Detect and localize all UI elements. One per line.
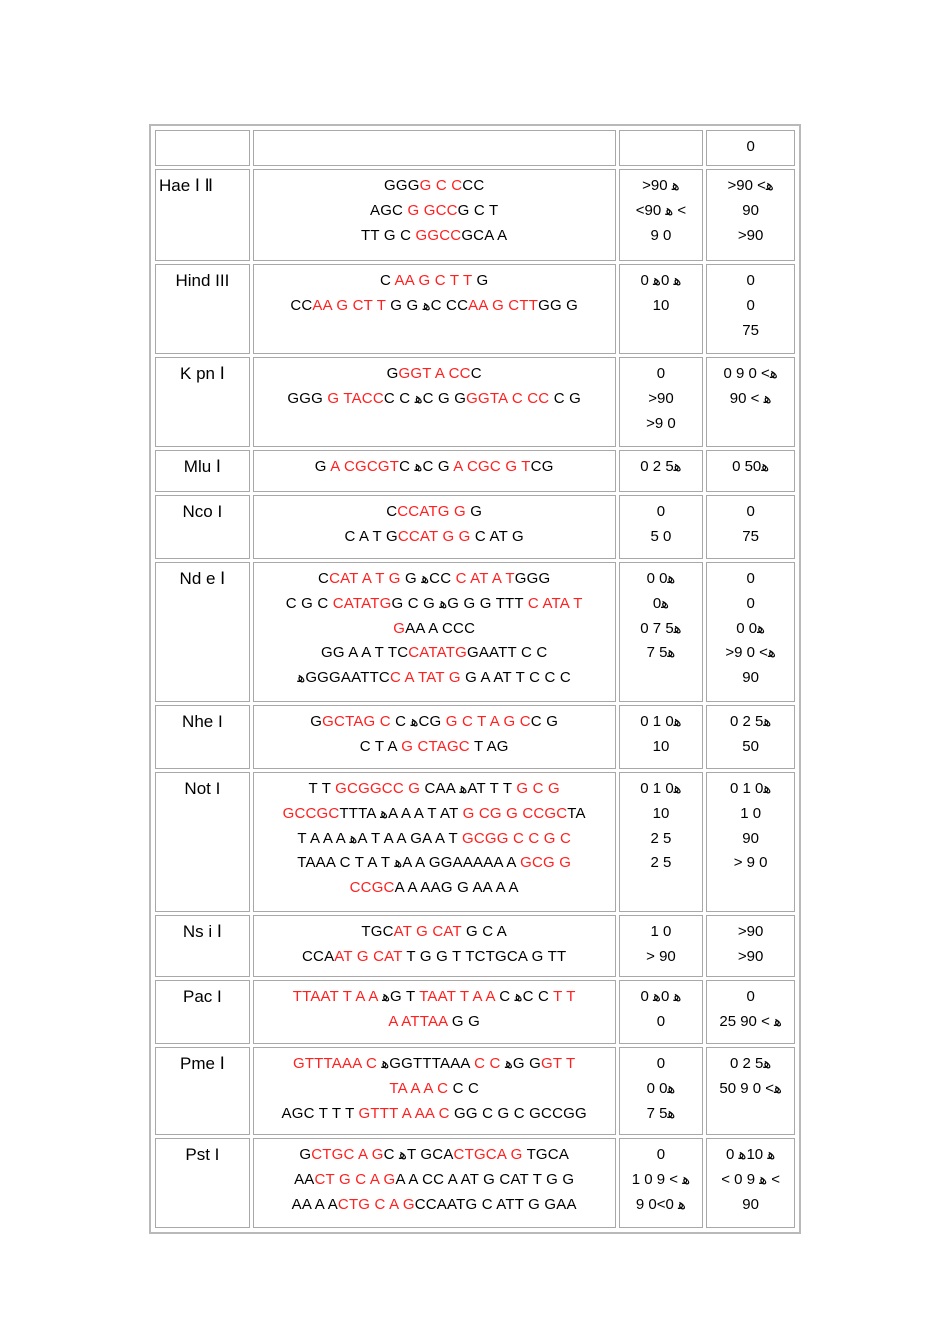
activity-value: 0ﻫ: [652, 594, 670, 612]
site-segment-red: C ATA T: [527, 594, 583, 612]
flank-segment: TGCA: [522, 1146, 570, 1163]
flank-segment: G ﻫCC: [400, 570, 456, 587]
sequence-line: [256, 735, 613, 760]
sequence-line: [256, 876, 613, 901]
enzyme-name-cell: Nd e Ⅰ: [155, 562, 250, 702]
table-row: [155, 1138, 795, 1228]
site-segment-red: GCG G: [520, 854, 572, 872]
activity-value: 0 2 5ﻫ: [640, 458, 682, 475]
sequence-line: [256, 525, 613, 550]
header-cell-enzyme: [155, 130, 250, 166]
activity-value: 90 < ﻫ: [729, 389, 772, 407]
activity-value: 0 1 0ﻫ: [640, 780, 682, 797]
activity-value: 0 ﻫ 10ﻫ: [726, 1146, 776, 1163]
site-segment-red: GGTA C CC: [466, 389, 550, 407]
sequence-line: [256, 387, 613, 412]
sequence-line: [256, 802, 613, 827]
activity-value-cell-1: [619, 915, 704, 977]
table-row: [155, 169, 795, 261]
sequence-line: [256, 1010, 613, 1035]
site-segment-red: TAAT T A A: [419, 988, 495, 1005]
flank-segment: GGG: [514, 570, 551, 587]
sequence-line: [256, 945, 613, 970]
flank-segment: T AG: [469, 737, 509, 755]
activity-value: 0: [746, 503, 755, 520]
site-segment-red: A ATTAA: [388, 1012, 448, 1030]
flank-segment: C ﻫT GCA: [383, 1146, 454, 1163]
flank-segment: C: [386, 503, 398, 520]
activity-value-cell-2: [706, 772, 795, 912]
table-row: [155, 772, 795, 912]
flank-segment: CG: [530, 458, 554, 475]
activity-value: >9 0 <ﻫ: [725, 644, 776, 662]
sequence-line: [256, 224, 613, 249]
site-segment-red: G CG G CCGC: [462, 804, 568, 822]
table-row: [155, 495, 795, 559]
recognition-sequence-cell: [253, 1047, 616, 1135]
activity-value: 0: [656, 503, 666, 520]
flank-segment: TA: [567, 804, 586, 822]
flank-segment: G C A: [461, 923, 508, 940]
flank-segment: T G G T TCTGCA G TT: [402, 947, 567, 965]
activity-value: 90: [742, 1195, 759, 1213]
site-segment-red: CTGC A G: [311, 1146, 384, 1163]
recognition-sequence-cell: [253, 264, 616, 354]
sequence-line: [256, 269, 613, 294]
flank-segment: ﻫGGTTTAAA: [376, 1055, 475, 1072]
flank-segment: T A A A ﻫA T A A GA A T: [297, 829, 462, 847]
flank-segment: G: [465, 503, 483, 520]
activity-value: 10: [652, 804, 670, 822]
site-segment-red: T T: [553, 988, 576, 1005]
sequence-line: [256, 1077, 613, 1102]
flank-segment: C: [318, 570, 330, 587]
site-segment-red: GCGGCC G: [335, 780, 421, 797]
activity-value: 0: [746, 570, 755, 587]
site-segment-red: GGT A CC: [398, 365, 471, 382]
activity-value: 0 0ﻫ: [646, 1079, 676, 1097]
site-segment-red: CAT A T G: [329, 570, 401, 587]
activity-value-cell-1: [619, 450, 704, 492]
activity-value: > 90: [646, 947, 676, 965]
activity-value: 0 50ﻫ: [732, 458, 770, 475]
activity-value-cell-2: [706, 1047, 795, 1135]
site-segment-red: CTGCA G: [453, 1146, 523, 1163]
enzyme-name-cell: Not I: [155, 772, 250, 912]
flank-segment: TAAA C T A T ﻫA A GGAAAAA A: [297, 854, 521, 872]
activity-value: >90: [737, 226, 764, 244]
table-row: [155, 562, 795, 702]
site-segment-red: AA G CT T: [312, 296, 386, 314]
activity-value: 7 5ﻫ: [646, 1104, 676, 1122]
activity-value: 0 ﻫ 0ﻫ: [640, 988, 682, 1005]
flank-segment: C: [470, 365, 482, 382]
flank-segment: ﻫGGGAATTC: [297, 669, 390, 687]
activity-value-cell-2: [706, 915, 795, 977]
activity-value: 90: [742, 201, 759, 219]
site-segment-red: CCGC: [349, 879, 395, 897]
sequence-line: [256, 851, 613, 876]
activity-value: 0 2 5ﻫ: [729, 713, 772, 730]
activity-value-cell-1: [619, 1138, 704, 1228]
activity-value: >90: [737, 947, 764, 965]
flank-segment: GGG: [384, 177, 420, 194]
flank-segment: CAA ﻫAT T T: [420, 780, 517, 797]
enzyme-name-cell: Mlu Ⅰ: [155, 450, 250, 492]
activity-value-cell-2: [706, 562, 795, 702]
site-segment-red: G C C: [419, 177, 463, 194]
flank-segment: T T: [308, 780, 336, 797]
recognition-sequence-cell: [253, 915, 616, 977]
activity-value-cell-2: [706, 357, 795, 447]
sequence-line: [256, 1102, 613, 1127]
activity-value: 5 0: [650, 527, 672, 545]
activity-value: 1 0: [740, 804, 762, 822]
activity-value: 0: [656, 1012, 666, 1030]
sequence-line: [256, 1193, 613, 1218]
table-row: [155, 450, 795, 492]
flank-segment: ﻫG G: [500, 1055, 541, 1072]
header-cell-value-2: 0: [706, 130, 795, 166]
site-segment-red: C AT A T: [455, 570, 515, 587]
activity-value-cell-2: [706, 980, 795, 1044]
activity-value: 90: [742, 669, 759, 687]
site-segment-red: AA G C T T: [394, 272, 473, 289]
site-segment-red: G C T A G C: [445, 713, 531, 730]
site-segment-red: AT G CAT: [393, 923, 462, 940]
activity-value-cell-1: [619, 980, 704, 1044]
flank-segment: C C ﻫC G G: [383, 389, 467, 407]
activity-value: 0: [746, 594, 755, 612]
activity-value-cell-1: [619, 772, 704, 912]
recognition-sequence-cell: [253, 495, 616, 559]
header-cell-value-1: [619, 130, 704, 166]
activity-value: <ﻫ 90 <: [635, 201, 687, 219]
activity-value: 2 5: [650, 854, 672, 872]
sequence-line: [256, 1168, 613, 1193]
enzyme-name-cell: Pac I: [155, 980, 250, 1044]
activity-value: 10: [652, 296, 670, 314]
activity-value-cell-2: [706, 495, 795, 559]
activity-value: 9 0: [650, 226, 672, 244]
table-row: [155, 1047, 795, 1135]
recognition-sequence-cell: [253, 705, 616, 769]
activity-value: 0 ﻫ 0ﻫ: [640, 272, 682, 289]
flank-segment: AGC: [369, 201, 408, 219]
activity-value: >90 <ﻫ: [727, 177, 774, 194]
site-segment-red: CATATG: [408, 644, 467, 662]
flank-segment: TGC: [361, 923, 394, 940]
flank-segment: C A T G: [344, 527, 398, 545]
activity-value: 90: [742, 829, 759, 847]
activity-value: 0 0ﻫ: [736, 619, 766, 637]
flank-segment: A A AAG G AA A A: [394, 879, 519, 897]
table-row: [155, 264, 795, 354]
activity-value: 0: [656, 1146, 666, 1163]
flank-segment: GG A A T TC: [321, 644, 409, 662]
flank-segment: G: [310, 713, 323, 730]
activity-value-cell-1: [619, 705, 704, 769]
sequence-line: [256, 666, 613, 691]
recognition-sequence-cell: [253, 1138, 616, 1228]
activity-value: 0 0ﻫ: [646, 570, 676, 587]
flank-segment: C C: [448, 1079, 480, 1097]
activity-value: 1 0: [650, 923, 672, 940]
site-segment-red: G C G: [516, 780, 560, 797]
activity-value-cell-1: [619, 169, 704, 261]
site-segment-red: A CGC G T: [453, 458, 531, 475]
activity-value-cell-1: [619, 562, 704, 702]
sequence-line: [256, 199, 613, 224]
flank-segment: C G: [530, 713, 559, 730]
recognition-sequence-cell: [253, 562, 616, 702]
activity-value-cell-1: [619, 264, 704, 354]
activity-value: >90 ﻫ: [642, 177, 680, 194]
flank-segment: G G ﻫC CC: [385, 296, 469, 314]
activity-value: 50 9 0 <ﻫ: [719, 1079, 782, 1097]
activity-value-cell-2: [706, 169, 795, 261]
activity-value: 10: [652, 737, 670, 755]
sequence-line: [256, 455, 613, 480]
site-segment-red: TA A A C: [389, 1079, 449, 1097]
enzyme-name-cell: Nhe I: [155, 705, 250, 769]
site-segment-red: GTTT A AA C: [358, 1104, 450, 1122]
activity-value-cell-1: [619, 357, 704, 447]
flank-segment: C ﻫC C: [494, 988, 554, 1005]
flank-segment: G G: [447, 1012, 481, 1030]
flank-segment: G C G ﻫG G G TTT: [391, 594, 528, 612]
activity-value: 7 5ﻫ: [646, 644, 676, 662]
enzyme-name-cell: K pn Ⅰ: [155, 357, 250, 447]
table-row: [155, 915, 795, 977]
activity-value: >9 0: [646, 414, 676, 432]
site-segment-red: GCTAG C: [322, 713, 391, 730]
enzyme-name-cell: Hind III: [155, 264, 250, 354]
activity-value: 1 0 9 < ﻫ: [631, 1170, 691, 1188]
sequence-line: [256, 1052, 613, 1077]
activity-value: < ﻫ 9 0 <: [721, 1170, 781, 1188]
table-row: [155, 357, 795, 447]
enzyme-table: [152, 127, 798, 1231]
flank-segment: G: [314, 458, 331, 475]
flank-segment: TT G C: [361, 226, 416, 244]
site-segment-red: GT T: [541, 1055, 576, 1072]
enzyme-table-body: [155, 130, 795, 1228]
sequence-line: [256, 500, 613, 525]
sequence-line: [256, 617, 613, 642]
site-segment-red: AT G CAT: [334, 947, 403, 965]
activity-value: 0 1 0ﻫ: [640, 713, 682, 730]
flank-segment: C G C: [285, 594, 333, 612]
flank-segment: GCA A: [461, 226, 508, 244]
sequence-line: [256, 592, 613, 617]
flank-segment: G: [386, 365, 399, 382]
activity-value: 25 90 < ﻫ: [719, 1012, 782, 1030]
table-row: [155, 980, 795, 1044]
flank-segment: ﻫG T: [377, 988, 420, 1005]
activity-value: 0: [656, 365, 666, 382]
sequence-line: [256, 174, 613, 199]
sequence-line: [256, 294, 613, 319]
site-segment-red: CCAT G G: [397, 527, 471, 545]
site-segment-red: CTG C A G: [337, 1195, 415, 1213]
flank-segment: AA: [294, 1170, 315, 1188]
flank-segment: C G: [549, 389, 581, 407]
flank-segment: C ﻫC G: [399, 458, 454, 475]
activity-value: >90: [648, 389, 674, 407]
table-row: [155, 705, 795, 769]
enzyme-name-cell: Nco I: [155, 495, 250, 559]
enzyme-name-cell: Pme Ⅰ: [155, 1047, 250, 1135]
site-segment-red: G TACC: [327, 389, 384, 407]
flank-segment: C ﻫCG: [390, 713, 446, 730]
enzyme-name-cell: Ns i Ⅰ: [155, 915, 250, 977]
site-segment-red: CCATG G: [397, 503, 466, 520]
site-segment-red: A CGCGT: [330, 458, 400, 475]
site-segment-red: GTTTAAA C: [292, 1055, 377, 1072]
activity-value: 75: [742, 527, 759, 545]
site-segment-red: C C: [474, 1055, 501, 1072]
flank-segment: C: [379, 272, 395, 289]
activity-value: 0: [746, 988, 755, 1005]
activity-value: >90: [737, 923, 764, 940]
activity-value-cell-1: [619, 495, 704, 559]
sequence-line: [256, 985, 613, 1010]
sequence-line: [256, 827, 613, 852]
site-segment-red: CT G C A G: [314, 1170, 396, 1188]
recognition-sequence-cell: [253, 772, 616, 912]
flank-segment: CC: [462, 177, 485, 194]
flank-segment: G A AT T C C C: [460, 669, 571, 687]
site-segment-red: GGCC: [415, 226, 462, 244]
flank-segment: G: [299, 1146, 312, 1163]
activity-value: 0: [656, 1055, 666, 1072]
site-segment-red: CATATG: [332, 594, 392, 612]
site-segment-red: TTAAT T A A: [292, 988, 378, 1005]
site-segment-red: AA G CTT: [468, 296, 539, 314]
enzyme-name-cell: Pst I: [155, 1138, 250, 1228]
enzyme-name-cell: Hae Ⅰ Ⅱ: [155, 169, 250, 261]
activity-value: 2 5: [650, 829, 672, 847]
flank-segment: AA A CCC: [405, 619, 476, 637]
activity-value-cell-1: [619, 1047, 704, 1135]
flank-segment: GGG: [287, 389, 328, 407]
sequence-line: [256, 920, 613, 945]
activity-value: 0 1 0ﻫ: [729, 780, 772, 797]
activity-value: 0 7 5ﻫ: [640, 619, 682, 637]
flank-segment: TTTA ﻫA A A T AT: [339, 804, 463, 822]
sequence-line: [256, 362, 613, 387]
site-segment-red: C A TAT G: [389, 669, 461, 687]
site-segment-red: G GCC: [407, 201, 458, 219]
recognition-sequence-cell: [253, 169, 616, 261]
flank-segment: AA A A: [291, 1195, 338, 1213]
table-header-row: [155, 130, 795, 166]
site-segment-red: GCCGC: [282, 804, 340, 822]
flank-segment: A A CC A AT G CAT T G G: [395, 1170, 575, 1188]
sequence-line: [256, 567, 613, 592]
activity-value: 0: [746, 272, 755, 289]
flank-segment: CC: [290, 296, 313, 314]
flank-segment: AGC T T T: [281, 1104, 359, 1122]
activity-value: 75: [742, 321, 759, 339]
flank-segment: GG C G C GCCGG: [449, 1104, 587, 1122]
flank-segment: C AT G: [470, 527, 524, 545]
recognition-sequence-cell: [253, 980, 616, 1044]
recognition-sequence-cell: [253, 450, 616, 492]
flank-segment: GG G: [538, 296, 579, 314]
site-segment-red: GCGG C C G C: [461, 829, 572, 847]
flank-segment: C T A: [359, 737, 402, 755]
sequence-line: [256, 710, 613, 735]
activity-value-cell-2: [706, 705, 795, 769]
activity-value: 9 0<ﻫ 0: [635, 1195, 686, 1213]
activity-value-cell-2: [706, 264, 795, 354]
sequence-line: [256, 641, 613, 666]
activity-value: > 9 0: [733, 854, 768, 872]
activity-value-cell-2: [706, 450, 795, 492]
sequence-line: [256, 1143, 613, 1168]
flank-segment: GAATT C C: [466, 644, 548, 662]
flank-segment: G C T: [457, 201, 499, 219]
flank-segment: CCA: [302, 947, 335, 965]
recognition-sequence-cell: [253, 357, 616, 447]
activity-value: 0 2 5ﻫ: [729, 1055, 772, 1072]
enzyme-table-frame: [149, 124, 801, 1234]
flank-segment: G: [472, 272, 489, 289]
sequence-line: [256, 777, 613, 802]
site-segment-red: G: [393, 619, 406, 637]
activity-value: 0: [746, 296, 755, 314]
site-segment-red: G CTAGC: [401, 737, 470, 755]
header-cell-sequence: [253, 130, 616, 166]
activity-value-cell-2: [706, 1138, 795, 1228]
activity-value: 50: [742, 737, 759, 755]
activity-value: 0 9 0 <ﻫ: [723, 365, 778, 382]
flank-segment: CCAATG C ATT G GAA: [414, 1195, 577, 1213]
